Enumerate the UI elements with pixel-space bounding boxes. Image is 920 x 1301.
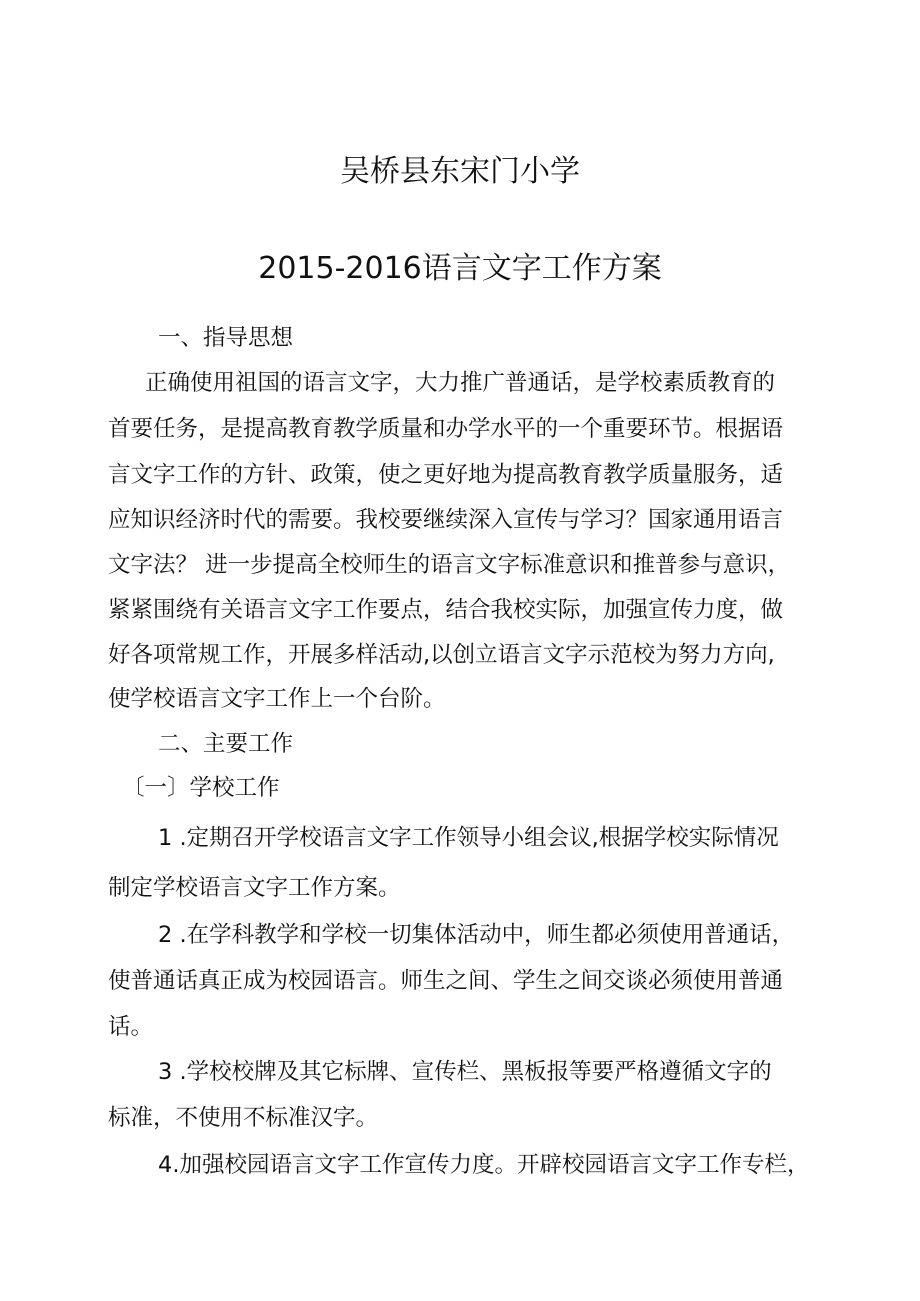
- list-item-line: 1 .定期召开学校语言文字工作领导小组会议,根据学校实际情况: [158, 825, 779, 851]
- list-item-line: 4.加强校园语言文字工作宣传力度。开辟校园语言文字工作专栏，: [158, 1152, 810, 1178]
- document-subtitle: 2015-2016语言文字工作方案: [258, 251, 662, 286]
- section-heading-guiding-ideology: 一、指导思想: [158, 325, 294, 351]
- section-heading-main-work: 二、主要工作: [158, 731, 294, 757]
- list-item-line: 使普通话真正成为校园语言。师生之间、学生之间交谈必须使用普通: [108, 968, 784, 994]
- paragraph-line: 正确使用祖国的语言文字，大力推广普通话，是学校素质教育的: [145, 370, 776, 396]
- paragraph-line: 言文字工作的方针、政策，使之更好地为提高教育教学质量服务，适: [108, 462, 784, 488]
- list-item-line: 标准，不使用不标准汉字。: [108, 1105, 379, 1131]
- document-title: 吴桥县东宋门小学: [340, 154, 580, 189]
- list-item-line: 3 .学校校牌及其它标牌、宣传栏、黑板报等要严格遵循文字的: [158, 1059, 772, 1085]
- list-item-line: 制定学校语言文字工作方案。: [108, 875, 401, 901]
- paragraph-line: 首要任务，是提高教育教学质量和办学水平的一个重要环节。根据语: [108, 416, 784, 442]
- paragraph-line: 好各项常规工作，开展多样活动,以创立语言文字示范校为努力方向,: [108, 642, 775, 668]
- list-item-line: 2 .在学科教学和学校一切集体活动中，师生都必须使用普通话，: [158, 922, 795, 948]
- list-item-line: 话。: [108, 1014, 154, 1040]
- paragraph-line: 紧紧围绕有关语言文字工作要点，结合我校实际，加强宣传力度，做: [108, 597, 784, 623]
- paragraph-line: 文字法？ 进一步提高全校师生的语言文字标准意识和推普参与意识，: [108, 552, 791, 578]
- paragraph-line: 使学校语言文字工作上一个台阶。: [108, 686, 446, 712]
- sub-heading-school-work: 〔一〕学校工作: [122, 775, 280, 801]
- paragraph-line: 应知识经济时代的需要。我校要继续深入宣传与学习？国家通用语言: [108, 507, 784, 533]
